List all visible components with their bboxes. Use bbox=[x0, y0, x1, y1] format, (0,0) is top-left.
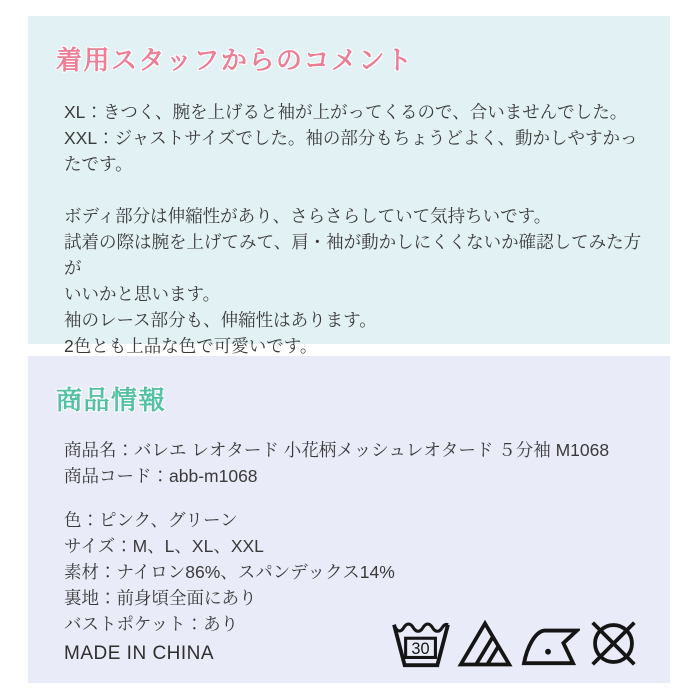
product-name-paragraph bbox=[64, 437, 642, 489]
product-code-line: 商品コード：abb-m1068 bbox=[64, 466, 258, 486]
product-name-line: 商品名：バレエ レオタード 小花柄メッシュレオタード ５分袖 M1068 bbox=[64, 440, 610, 460]
product-info-title: 商品情報 bbox=[56, 385, 167, 415]
detail-comment-line: いいかと思います。 bbox=[64, 284, 221, 304]
spec-color-line: 色：ピンク、グリーン bbox=[64, 510, 238, 530]
spec-lining-line: 裏地：前身頃全面にあり bbox=[64, 588, 257, 608]
size-feedback-paragraph bbox=[64, 99, 642, 177]
product-info-panel bbox=[28, 356, 670, 683]
spec-size-line: サイズ：M、L、XL、XXL bbox=[64, 536, 264, 556]
detail-comment-line: ボディ部分は伸縮性があり、さらさらしていて気持ちいです。 bbox=[64, 206, 552, 226]
made-in-label: MADE IN CHINA bbox=[64, 643, 215, 664]
detail-comment-paragraph bbox=[64, 203, 642, 359]
detail-comment-line: 試着の際は腕を上げてみて、肩・袖が動かしにくくないか確認してみた方が bbox=[64, 232, 642, 278]
staff-comment-title: 着用スタッフからのコメント bbox=[56, 45, 414, 75]
size-feedback-line-xl: XL：きつく、腕を上げると袖が上がってくるので、合いませんでした。 bbox=[64, 102, 628, 122]
iron-low-icon bbox=[518, 619, 580, 669]
wash-30-icon bbox=[390, 619, 452, 669]
spec-pocket-line: バストポケット：あり bbox=[64, 614, 239, 634]
wash-temp-label: 30 bbox=[411, 639, 430, 658]
size-feedback-line-xxl: XXL：ジャストサイズでした。袖の部分もちょうどよく、動かしやすかったです。 bbox=[64, 128, 638, 174]
no-dry-clean-icon bbox=[585, 617, 642, 670]
staff-comment-panel bbox=[28, 16, 670, 356]
detail-comment-line: 2色とも上品な色で可愛いです。 bbox=[64, 336, 318, 356]
non-chlorine-bleach-icon bbox=[457, 619, 513, 669]
spec-material-line: 素材：ナイロン86%、スパンデックス14% bbox=[64, 562, 395, 582]
care-symbols-row bbox=[390, 617, 642, 670]
detail-comment-line: 袖のレース部分も、伸縮性はあります。 bbox=[64, 310, 377, 330]
